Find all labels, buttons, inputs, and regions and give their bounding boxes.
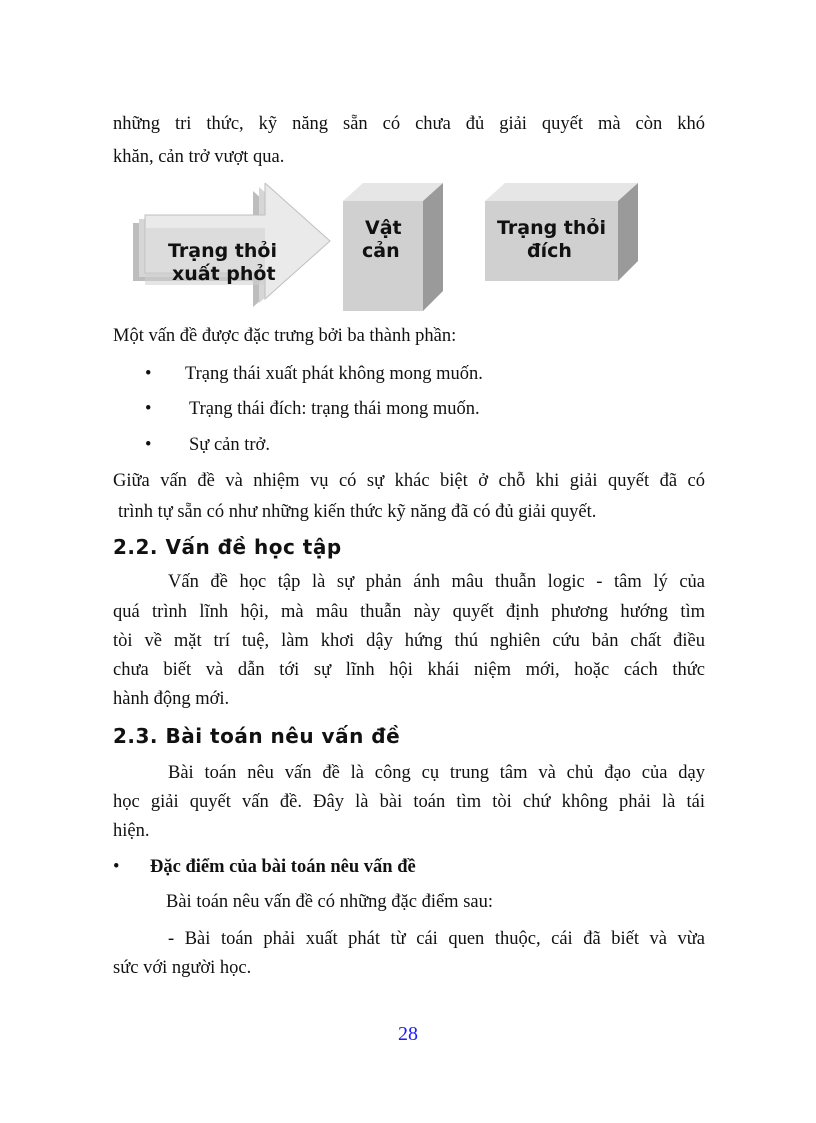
start-state-arrow (133, 183, 330, 307)
bullet-text: Sự cản trở. (189, 435, 270, 455)
section-2-3-line-1: Bài toán nêu vấn đề là công cụ trung tâm và chủ đạo của dạy (168, 763, 705, 783)
bullet-dot: • (145, 364, 152, 384)
section-2-3-line-3: hiện. (113, 821, 150, 841)
bullet-dot: • (145, 399, 152, 419)
section-2-3-heading: 2.3. Bài toán nêu vấn đề (113, 724, 401, 748)
feature-heading-row (113, 853, 705, 882)
goal-box (485, 183, 638, 281)
components-intro: Một vấn đề được đặc trưng bởi ba thành phần: (113, 326, 457, 346)
feature-intro: Bài toán nêu vấn đề có những đặc điểm sau: (166, 892, 494, 912)
intro-line-1: những tri thức, kỹ năng sẵn có chưa đủ giải quyết mà còn khó (113, 114, 705, 134)
section-2-2-line-1: Vấn đề học tập là sự phản ánh mâu thuẫn logic - tâm lý của (168, 572, 705, 592)
feature-heading: Đặc điểm của bài toán nêu vấn đề (150, 857, 416, 877)
bullet-item (145, 360, 483, 389)
start-state-line-2: xuất phỏt (172, 263, 276, 285)
goal-line-2: đích (527, 240, 572, 262)
section-2-2-line-3: tòi về mặt trí tuệ, làm khơi dậy hứng thú nghiên cứu bản chất điều (113, 631, 705, 651)
bullet-item (145, 395, 480, 424)
obstacle-box (343, 183, 443, 311)
bullet-text: Trạng thái xuất phát không mong muốn. (185, 364, 483, 384)
section-2-3-line-2: học giải quyết vấn đề. Đây là bài toán tìm tòi chứ không phải là tái (113, 792, 705, 812)
goal-line-1: Trạng thỏi (497, 217, 606, 239)
feature-bullet-dot: • (113, 857, 120, 877)
section-2-2-heading: 2.2. Vấn đề học tập (113, 535, 342, 559)
section-2-2-line-4: chưa biết và dẫn tới sự lĩnh hội khái niệm mới, hoặc cách thức (113, 660, 705, 680)
bullet-item (145, 431, 270, 460)
difference-line-1: Giữa vấn đề và nhiệm vụ có sự khác biệt ở chỗ khi giải quyết đã có (113, 471, 705, 491)
page-number: 28 (398, 1023, 418, 1045)
start-state-line-1: Trạng thỏi (168, 240, 277, 262)
obstacle-line-2: cản (362, 240, 400, 262)
bullet-text: Trạng thái đích: trạng thái mong muốn. (189, 399, 480, 419)
intro-line-2: khăn, cản trở vượt qua. (113, 147, 285, 167)
obstacle-line-1: Vật (365, 217, 402, 239)
bullet-dot: • (145, 435, 152, 455)
section-2-2-line-5: hành động mới. (113, 689, 230, 709)
problem-diagram (125, 183, 645, 323)
feature-line-1: - Bài toán phải xuất phát từ cái quen thuộc, cái đã biết và vừa (168, 929, 705, 949)
feature-line-2: sức với người học. (113, 958, 252, 978)
section-2-2-line-2: quá trình lĩnh hội, mà mâu thuẫn này quyết định phương hướng tìm (113, 602, 705, 622)
difference-line-2: trình tự sẵn có như những kiến thức kỹ năng đã có đủ giải quyết. (118, 502, 597, 522)
